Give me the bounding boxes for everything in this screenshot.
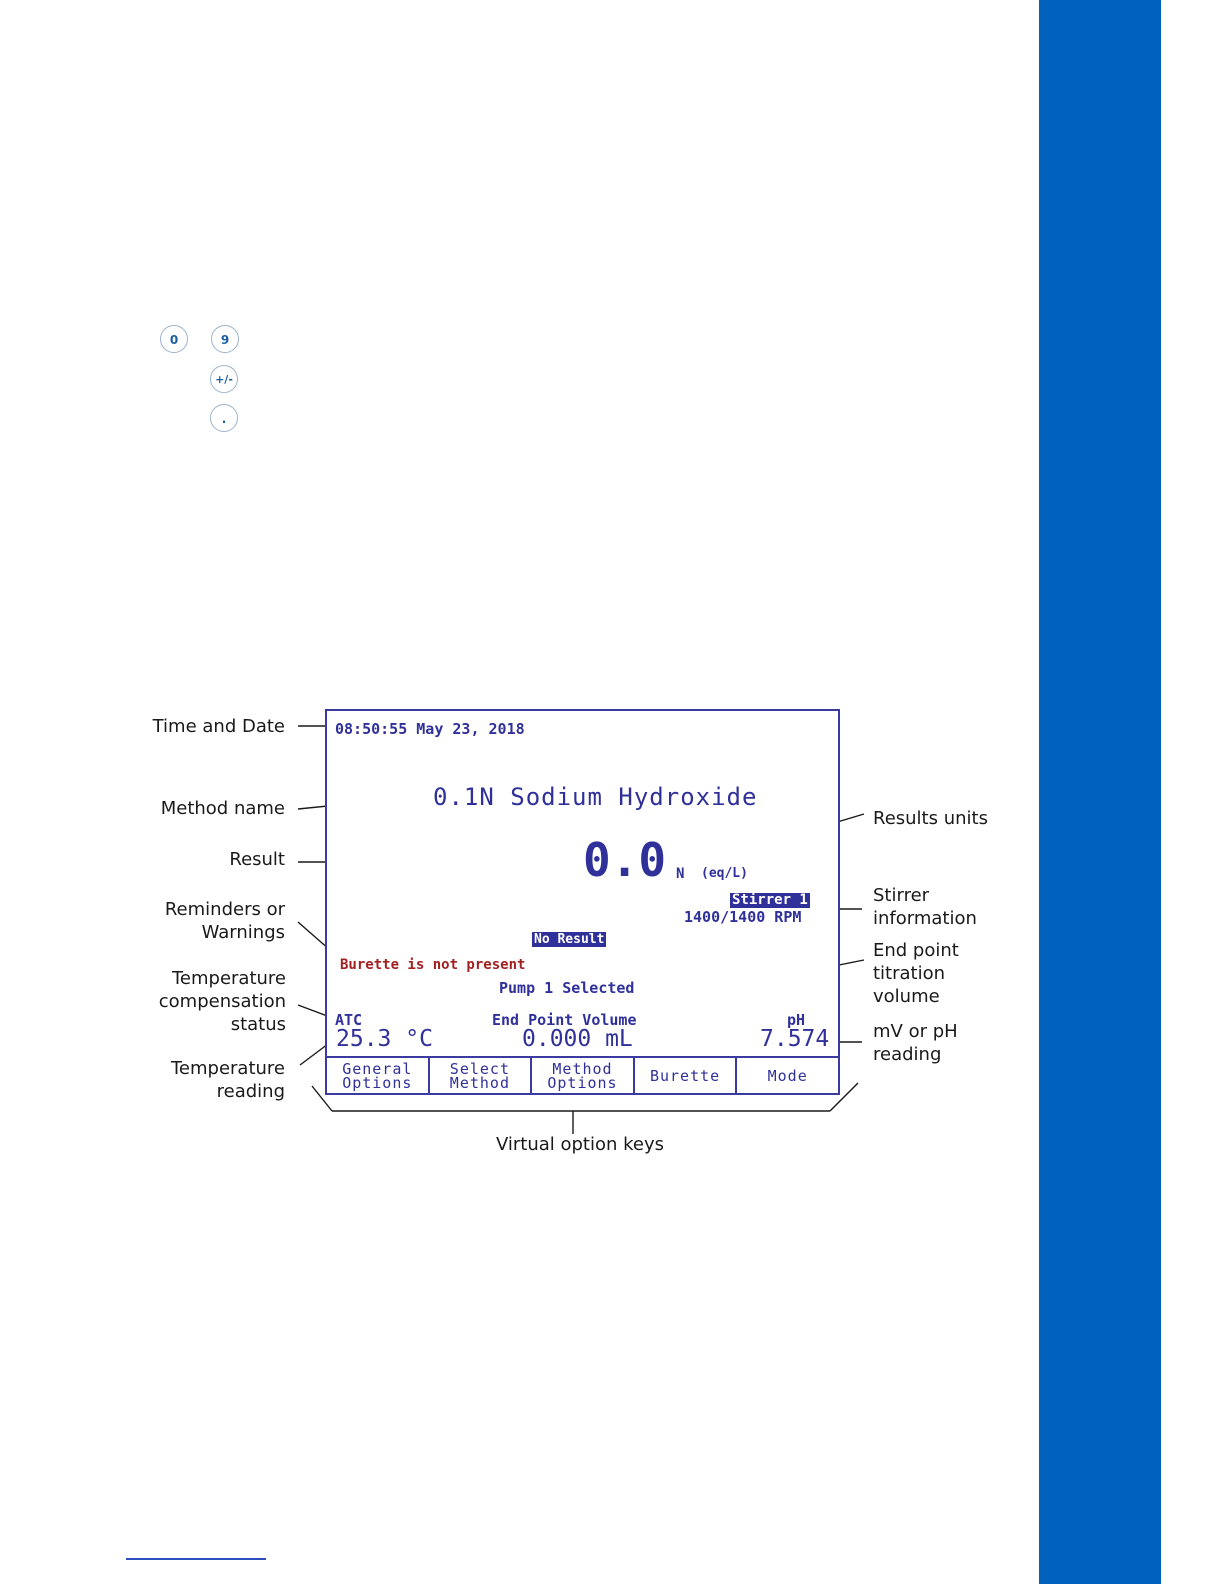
softkey-label: Method bbox=[552, 1059, 613, 1078]
softkey-select-method[interactable] bbox=[430, 1058, 533, 1093]
callout-virtual-option-keys: Virtual option keys bbox=[495, 1134, 665, 1155]
temperature-value: 25.3 °C bbox=[336, 1026, 433, 1052]
datetime-readout: 08:50:55 May 23, 2018 bbox=[335, 720, 525, 738]
softkey-label: Burette bbox=[649, 1066, 721, 1085]
key-decimal-icon: . bbox=[210, 404, 238, 432]
softkey-mode[interactable] bbox=[737, 1058, 838, 1093]
callout-mv-ph-reading: mV or pH reading bbox=[873, 1021, 958, 1065]
callout-time-date: Time and Date bbox=[152, 716, 285, 737]
callout-temp-reading: Temperature reading bbox=[170, 1058, 285, 1102]
lcd-screen bbox=[325, 709, 840, 1095]
key-plus-minus-icon: +/- bbox=[210, 365, 238, 393]
virtual-option-keys bbox=[327, 1056, 838, 1093]
key-9-icon: 9 bbox=[211, 325, 239, 353]
stirrer-label: Stirrer 1 bbox=[732, 892, 808, 908]
callout-results-units: Results units bbox=[873, 808, 988, 829]
footnote-rule bbox=[126, 1558, 266, 1560]
softkey-general-options[interactable] bbox=[327, 1058, 430, 1093]
pump-status: Pump 1 Selected bbox=[499, 979, 635, 997]
callout-end-point-volume: End point titration volume bbox=[873, 940, 959, 1007]
result-units-eq: (eq/L) bbox=[701, 866, 748, 881]
callout-temp-compensation: Temperature compensation status bbox=[158, 968, 286, 1035]
method-name: 0.1N Sodium Hydroxide bbox=[433, 783, 758, 811]
atc-status: ATC bbox=[335, 1011, 363, 1029]
softkey-label: Options bbox=[547, 1073, 618, 1092]
stirrer-rpm: 1400/1400 RPM bbox=[684, 908, 802, 926]
softkey-label: Select bbox=[449, 1059, 510, 1078]
softkey-label: Method bbox=[449, 1073, 510, 1092]
softkey-label: Mode bbox=[767, 1066, 808, 1085]
softkey-burette[interactable] bbox=[635, 1058, 738, 1093]
softkey-label: Options bbox=[342, 1073, 413, 1092]
callout-result: Result bbox=[229, 849, 285, 870]
callout-stirrer-info: Stirrer information bbox=[873, 885, 977, 929]
end-point-value: 0.000 mL bbox=[522, 1026, 633, 1052]
softkey-method-options[interactable] bbox=[532, 1058, 635, 1093]
key-0-icon: 0 bbox=[160, 325, 188, 353]
no-result-badge: No Result bbox=[534, 932, 605, 947]
callout-reminders: Reminders or Warnings bbox=[164, 899, 285, 943]
ph-label: pH bbox=[787, 1011, 806, 1029]
result-units-n: N bbox=[676, 866, 685, 882]
blue-sidebar-band bbox=[1039, 0, 1161, 1584]
ph-value: 7.574 bbox=[760, 1026, 830, 1052]
softkey-label: General bbox=[342, 1059, 413, 1078]
end-point-label: End Point Volume bbox=[492, 1011, 637, 1029]
callout-method-name: Method name bbox=[160, 798, 285, 819]
result-value: 0.0 bbox=[583, 833, 667, 887]
warning-message: Burette is not present bbox=[340, 957, 526, 973]
